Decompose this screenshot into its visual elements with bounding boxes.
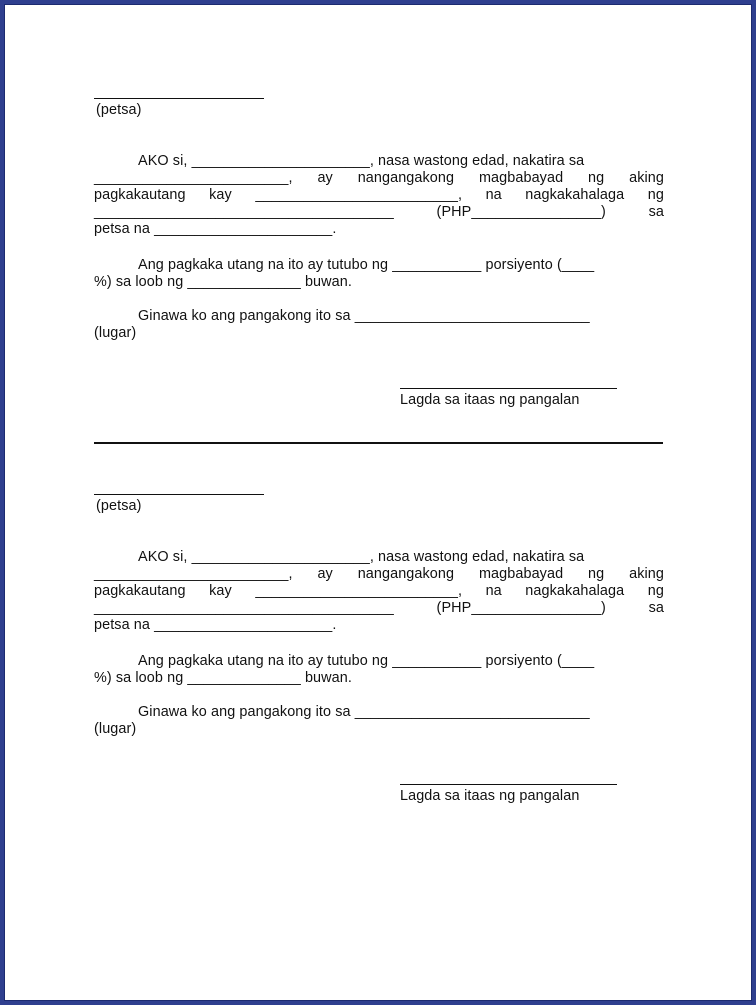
word: aking [629, 566, 664, 582]
document [5, 5, 753, 1002]
blank-amount-words: _____________________________________ [94, 600, 394, 616]
paragraph-3-line-1: Ginawa ko ang pangakong ito sa _____________________________ [138, 308, 590, 324]
blank-amount-php: (PHP________________) [436, 600, 606, 616]
separator-line [94, 442, 663, 444]
paragraph-2-line-1: Ang pagkaka utang na ito ay tutubo ng ___________ porsiyento (____ [138, 257, 595, 273]
blank-creditor: _________________________, [255, 583, 463, 599]
signature-line [400, 784, 617, 785]
word: magbabayad [478, 566, 564, 582]
paragraph-1-line-1: AKO si, ______________________, nasa wastong edad, nakatira sa [138, 549, 585, 565]
word: kay [209, 187, 232, 203]
word: ng [588, 170, 605, 186]
word: pagkakautang [94, 187, 186, 203]
word: pagkakautang [94, 583, 186, 599]
word: sa [648, 600, 664, 616]
word: aking [629, 170, 664, 186]
paragraph-1-line-2 [94, 170, 664, 186]
date-line [94, 98, 264, 99]
word: ay [317, 566, 333, 582]
paragraph-1-line-1: AKO si, ______________________, nasa wastong edad, nakatira sa [138, 153, 585, 169]
word: ay [317, 170, 333, 186]
word: nagkakahalaga [525, 583, 625, 599]
date-label: (petsa) [96, 102, 142, 118]
paragraph-3-line-2: (lugar) [94, 325, 137, 341]
word: ng [588, 566, 605, 582]
blank-address: ________________________, [94, 170, 293, 186]
word: ng [647, 187, 664, 203]
word: nangangakong [357, 566, 455, 582]
signature-label: Lagda sa itaas ng pangalan [400, 788, 580, 804]
blank-amount-words: _____________________________________ [94, 204, 394, 220]
blank-address: ________________________, [94, 566, 293, 582]
word: magbabayad [478, 170, 564, 186]
paragraph-3-line-1: Ginawa ko ang pangakong ito sa _____________________________ [138, 704, 590, 720]
paragraph-1-line-4 [94, 600, 664, 616]
signature-label: Lagda sa itaas ng pangalan [400, 392, 580, 408]
word: na [485, 187, 502, 203]
paragraph-2-line-2: %) sa loob ng ______________ buwan. [94, 670, 352, 686]
word: kay [209, 583, 232, 599]
paragraph-3-line-2: (lugar) [94, 721, 137, 737]
word: sa [648, 204, 664, 220]
paragraph-2-line-2: %) sa loob ng ______________ buwan. [94, 274, 352, 290]
paragraph-2-line-1: Ang pagkaka utang na ito ay tutubo ng ___________ porsiyento (____ [138, 653, 595, 669]
date-line [94, 494, 264, 495]
blank-amount-php: (PHP________________) [436, 204, 606, 220]
paragraph-1-line-3 [94, 583, 664, 599]
paragraph-1-line-3 [94, 187, 664, 203]
word: nagkakahalaga [525, 187, 625, 203]
paragraph-1-line-4 [94, 204, 664, 220]
paragraph-1-line-2 [94, 566, 664, 582]
paragraph-1-line-5: petsa na ______________________. [94, 617, 337, 633]
word: ng [647, 583, 664, 599]
word: na [485, 583, 502, 599]
paragraph-1-line-5: petsa na ______________________. [94, 221, 337, 237]
date-label: (petsa) [96, 498, 142, 514]
word: nangangakong [357, 170, 455, 186]
blank-creditor: _________________________, [255, 187, 463, 203]
signature-line [400, 388, 617, 389]
page [4, 4, 752, 1001]
